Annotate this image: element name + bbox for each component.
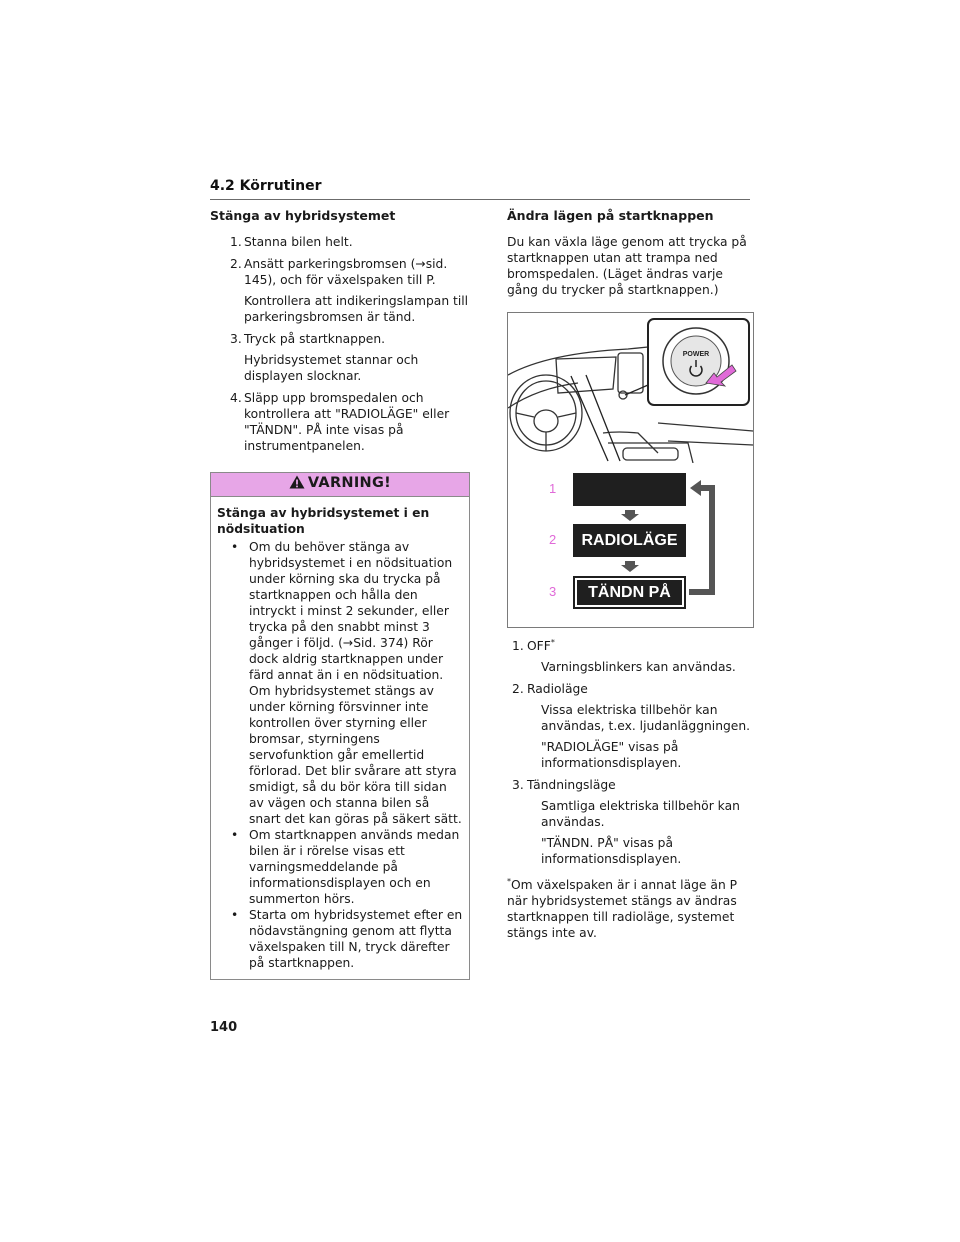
step-2 <box>210 256 472 325</box>
step-number: 4. <box>230 391 242 405</box>
step-subtext: Kontrollera att indikeringslampan till parkeringsbromsen är tänd. <box>244 294 469 324</box>
footnote-star: * <box>550 637 555 647</box>
step-3 <box>210 331 472 384</box>
panel-number: 1 <box>549 481 557 496</box>
step-number: 2. <box>230 257 242 271</box>
mode-name: Tändningsläge <box>527 778 616 792</box>
footnote: *Om växelspaken är i annat läge än P när hybridsystemet stängs av ändras startknappen till radioläge, systemet stängs inte av. <box>507 876 738 940</box>
warning-body <box>211 497 469 979</box>
power-button-label: POWER <box>682 351 710 358</box>
page-number: 140 <box>210 1020 238 1035</box>
step-subtext: Hybridsystemet stannar och displayen slocknar. <box>244 353 419 383</box>
mode-number: 1. <box>512 639 524 653</box>
left-heading: Stänga av hybridsystemet <box>210 208 396 223</box>
warning-header <box>211 473 469 497</box>
mode-desc: Samtliga elektriska tillbehör kan användas. <box>541 799 740 829</box>
footnote-star: * <box>507 876 511 886</box>
step-number: 1. <box>230 235 242 249</box>
start-button-figure <box>507 312 754 628</box>
right-heading: Ändra lägen på startknappen <box>507 208 714 223</box>
warning-label: VARNING! <box>307 475 392 491</box>
warning-title: Stänga av hybridsystemet i en nödsituation <box>217 506 430 536</box>
step-text: Stanna bilen helt. <box>244 235 353 249</box>
step-text: Tryck på startknappen. <box>244 332 386 346</box>
left-column <box>210 208 472 980</box>
mode-desc: "TÄNDN. PÅ" visas på informationsdisplayen. <box>541 836 682 866</box>
mode-desc: Vissa elektriska tillbehör kan användas, t.ex. ljudanläggningen. <box>541 703 751 733</box>
dashboard-illustration <box>508 313 753 463</box>
mode-desc: Varningsblinkers kan användas. <box>541 660 736 674</box>
warning-bullet: • Om startknappen används medan bilen är i rörelse visas ett varningsmeddelande på informationsdisplayen och en summerton hörs. <box>231 828 460 906</box>
mode-2 <box>507 681 752 771</box>
step-text: Släpp upp bromspedalen och kontrollera att "RADIOLÄGE" eller "TÄNDN". PÅ inte visas på instrumentpanelen. <box>244 391 450 453</box>
section-header: 4.2 Körrutiner <box>210 178 750 200</box>
mode-panel-radio: RADIOLÄGE <box>573 524 686 557</box>
warning-bullet: • Starta om hybridsystemet efter en nödavstängning genom att flytta växelspaken till N, tryck därefter på startknappen. <box>231 908 463 970</box>
step-4 <box>210 390 472 454</box>
warning-bullet: • Om du behöver stänga av hybridsystemet i en nödsituation under körning ska du trycka på startknappen och hålla den intryckt i minst 2 sekunder, eller trycka på den snabbt minst 3 gånger i följd. (→Sid. 374) Rör dock aldrig startknappen under färd annat än i en nödsituation. Om hybridsystemet stängs av under körning försvinner inte kontrollen över styrning eller bromsar, styrningens servofunktion går emellertid förlorad. Det blir svårare att styra smidigt, så du bör köra till sidan av vägen och stanna bilen så snart det kan göras på säkert sätt. <box>231 540 462 826</box>
mode-name: Radioläge <box>527 682 588 696</box>
warning-triangle-icon <box>289 475 305 493</box>
mode-number: 3. <box>512 778 524 792</box>
step-number: 3. <box>230 332 242 346</box>
mode-panel-ignition: TÄNDN PÅ <box>573 576 686 609</box>
right-column <box>507 208 752 941</box>
panel-number: 3 <box>549 584 557 599</box>
mode-3 <box>507 777 752 867</box>
warning-box <box>210 472 470 980</box>
step-1 <box>210 234 472 250</box>
panel-number: 2 <box>549 532 557 547</box>
mode-panel-off <box>573 473 686 506</box>
mode-1 <box>507 638 752 675</box>
mode-desc: "RADIOLÄGE" visas på informationsdisplayen. <box>541 740 682 770</box>
step-text: Ansätt parkeringsbromsen (→sid. 145), och för växelspaken till P. <box>244 257 448 287</box>
intro-text: Du kan växla läge genom att trycka på startknappen utan att trampa ned bromspedalen. (Läget ändras varje gång du trycker på startknappen.) <box>507 235 747 297</box>
mode-name: OFF* <box>527 637 555 653</box>
mode-number: 2. <box>512 682 524 696</box>
